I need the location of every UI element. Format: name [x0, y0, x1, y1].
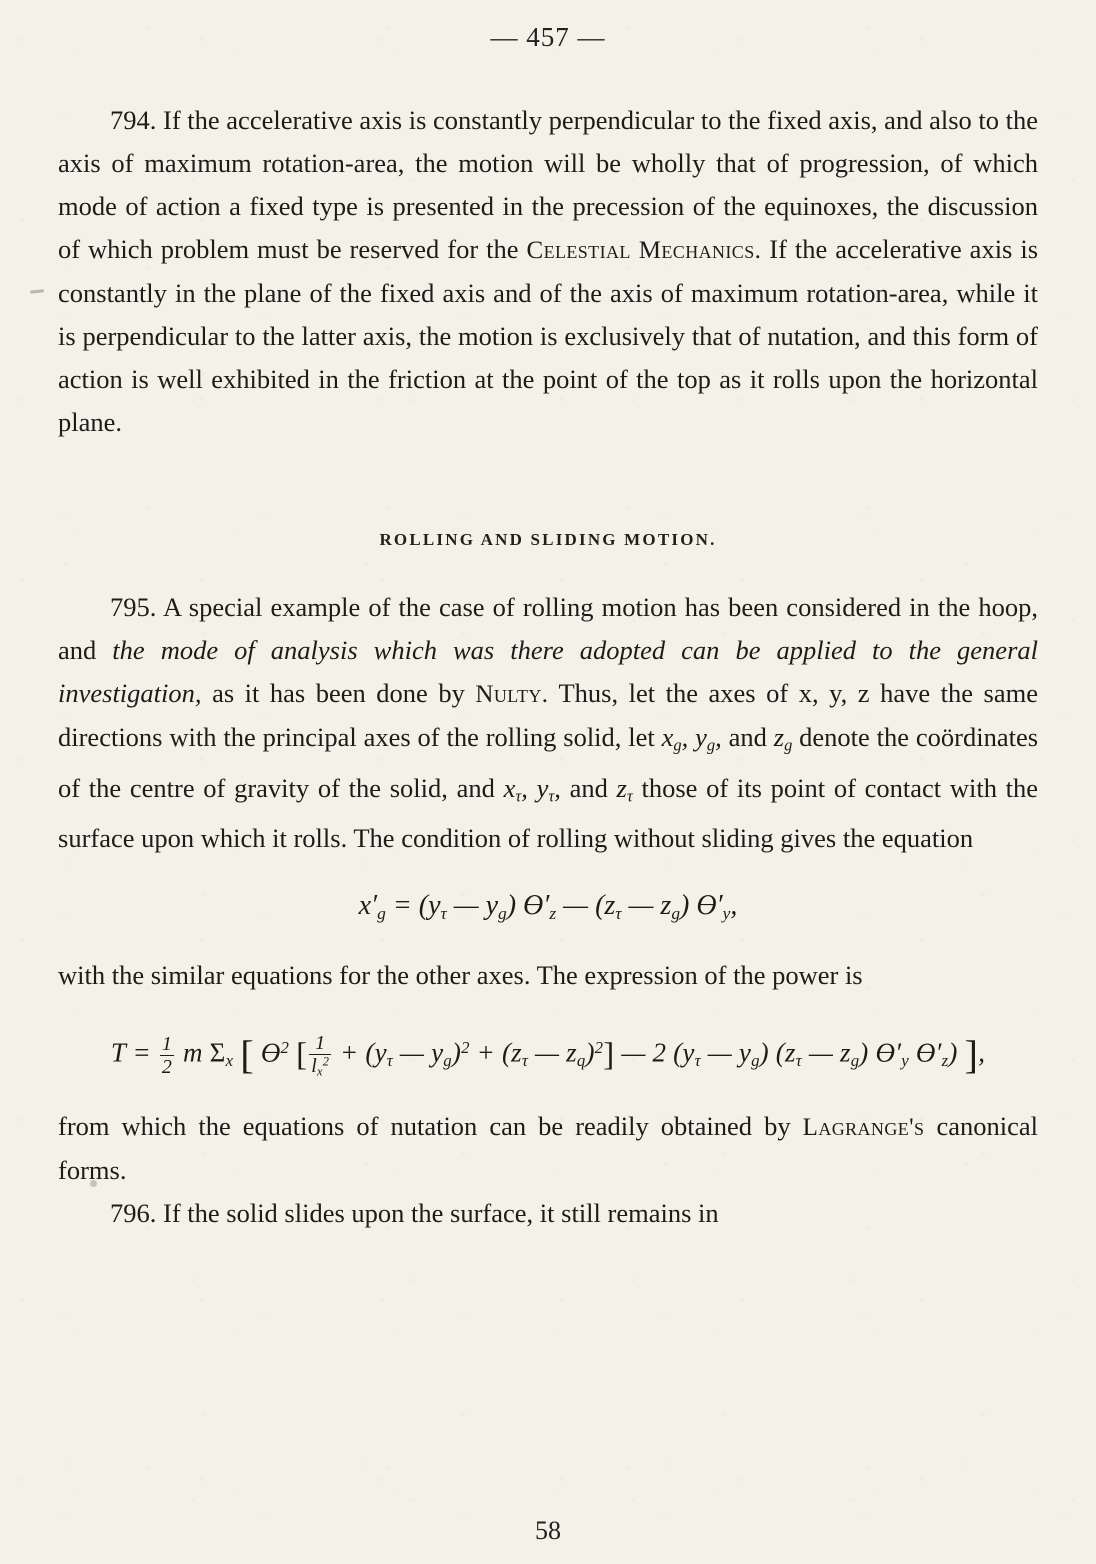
paragraph-796-number: 796.: [110, 1198, 157, 1229]
power-expression-equation: T = $\frac{1}{2}$ m $\Sigma_x$ [ $ϴ^2$ [ $\frac{1}{l_x^2}$ + ($y_\tau$ — $y_g)^2 + (z_\tau$ — $z_q)^2$] — 2 ($y_\tau$ — $y_g$) ($z_\tau$ — $z_g$) $ϴ'_y$ $ϴ'_z$) ],: [110, 1031, 986, 1079]
fraction-one-half: $\frac{1}{2}$: [161, 1032, 173, 1078]
paragraph-795-smallcaps-nulty: Nulty.: [475, 681, 549, 708]
paragraph-794-smallcaps-celestial-mechanics: Celestial Mechanics.: [526, 237, 762, 264]
paragraph-795: 795. A special example of the case of rolling motion has been considered in the hoop, and the mode of analysis which was there adopted can be applied to the general investigation, as it has been done by Nulty. Thus, let the axes of x, y, z have the same directions with the principal axes of the rolling solid, let $x_g$, $y_g$, and $z_g$ denote the coördinates of the centre of gravity of the solid, and $x_\tau$, $y_\tau$, and $z_\tau$ those of its point of contact with the surface upon which it rolls. The condition of rolling without sliding gives the equation: [58, 592, 1039, 854]
paper-speck-mark: [90, 1180, 97, 1187]
paragraph-795-text-3: Thus, let the axes of x, y, z have the same directions with the principal axes of the rolling solid, let: [58, 678, 1038, 752]
paragraph-795-italic-clause: the mode of analysis which was there adopted can be applied to the general investigation,: [58, 635, 1038, 708]
signature-number-footer: 58: [535, 1516, 561, 1545]
paragraph-795-closing: [58, 1105, 1038, 1192]
paragraph-795-after-equation-text: with the similar equations for the other axes. The expression of the power is: [58, 960, 863, 991]
symbol-xg-yg: $x_g$, $y_g$,: [661, 722, 722, 755]
paragraph-795-text-2: as it has been done by: [212, 678, 465, 708]
paragraph-795-closing-text-2: canonical forms.: [58, 1111, 1039, 1186]
paragraph-795-number: 795.: [110, 592, 157, 622]
paragraph-795-text-6: those of its point of contact with the surface upon which it rolls. The condition of rolling without sliding gives the equation: [58, 772, 1039, 854]
page-content: [0, 22, 1096, 1235]
paragraph-795-text-1: A special example of the case of rolling motion has been considered in the hoop, and: [58, 592, 1038, 665]
paragraph-795-text-5: denote the coördinates of the centre of gravity of the solid, and: [58, 722, 1039, 803]
symbol-zg: $z_g$: [773, 722, 793, 755]
page-number-header: — 457 —: [490, 22, 606, 52]
rolling-condition-equation: $x'_g = (y_\tau$ — $y_g$) $ϴ'_z$ — ($z_\tau$ — $z_g$) $ϴ'_y$,: [358, 890, 738, 924]
paragraph-795-continued: [58, 954, 1038, 997]
paragraph-794: [58, 99, 1038, 444]
paragraph-794-number: 794.: [110, 105, 157, 135]
paragraph-796-text: If the solid slides upon the surface, it still remains in: [163, 1198, 719, 1229]
section-heading-rolling-and-sliding-motion: ROLLING AND SLIDING MOTION.: [379, 530, 717, 549]
paragraph-796: [58, 1192, 1038, 1235]
paragraph-794-text-1: If the accelerative axis is constantly perpendicular to the fixed axis, and also to the axis of maximum rotation-area, the motion will be wholly that of progression, of which mode of action a fixed type is presented in the precession of the equinoxes, the discussion of which problem must be reserved for the: [58, 105, 1039, 264]
paragraph-795-smallcaps-lagrange: Lagrange's: [802, 1114, 925, 1142]
paragraph-795-text-4: and: [728, 722, 767, 752]
fraction-one-over-l-squared: $\frac{1}{l_x^2}$: [311, 1031, 330, 1079]
symbol-xt-yt: $x_\tau$, $y_\tau$,: [503, 772, 561, 806]
paragraph-795-closing-text-1: from which the equations of nutation can be readily obtained by: [58, 1111, 791, 1142]
symbol-zt: $z_\tau$: [616, 772, 633, 806]
paragraph-794-text-2: If the accelerative axis is constantly in the plane of the fixed axis and of the axis of maximum rotation-area, while it is perpendicular to the latter axis, the motion is exclusively that of nutation, and this form of action is well exhibited in the friction at the point of the top as it rolls upon the horizontal plane.: [58, 234, 1039, 437]
